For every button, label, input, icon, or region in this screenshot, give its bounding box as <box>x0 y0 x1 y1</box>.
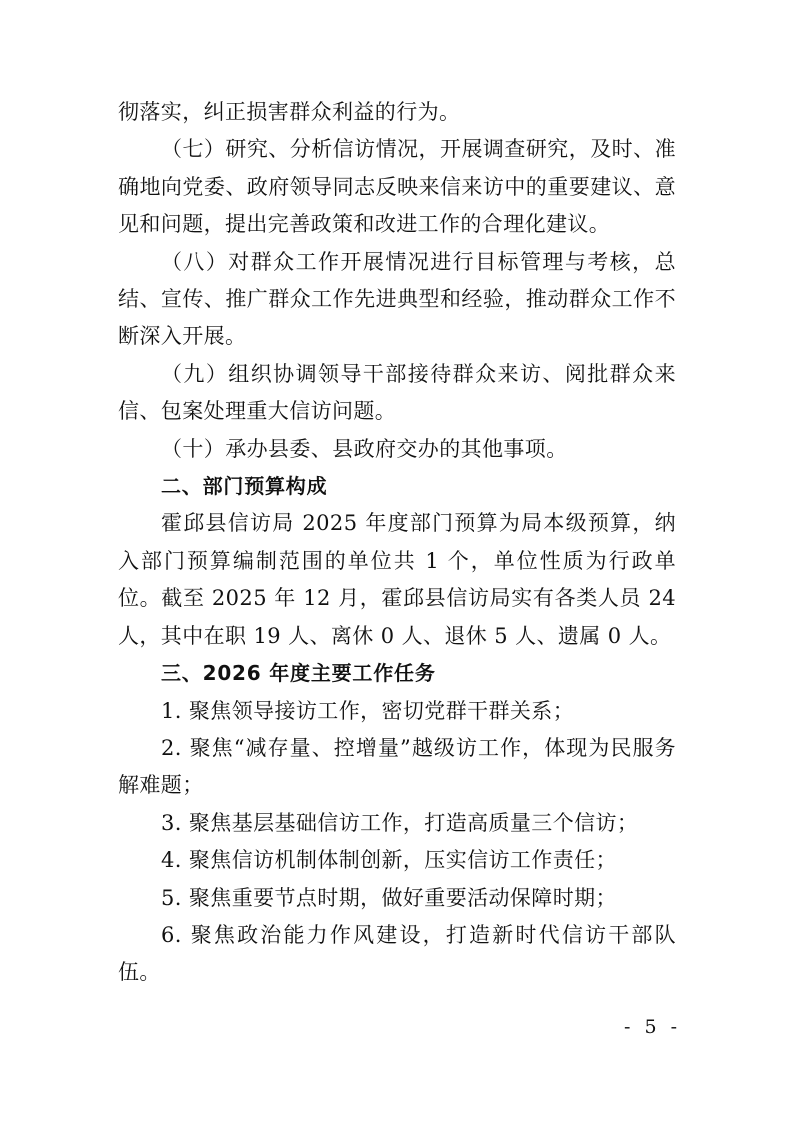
task-item-3: 3. 聚焦基层基础信访工作，打造高质量三个信访； <box>161 810 639 835</box>
section-heading-budget-structure: 二、部门预算构成 <box>161 474 328 499</box>
task-item-1: 1. 聚焦领导接访工作，密切党群干群关系； <box>161 698 575 723</box>
paragraph-item-7: （七）研究、分析信访情况，开展调查研究，及时、准确地向党委、政府领导同志反映来信来访中的重要建议、意见和问题，提出完善政策和改进工作的合理化建议。 <box>118 137 676 237</box>
task-item-5: 5. 聚焦重要节点时期，做好重要活动保障时期； <box>161 885 617 910</box>
paragraph-item-8: （八）对群众工作开展情况进行目标管理与考核，总结、宣传、推广群众工作先进典型和经验，推动群众工作不断深入开展。 <box>118 249 676 349</box>
page-content <box>118 94 676 992</box>
task-item-2: 2. 聚焦“减存量、控增量”越级访工作，体现为民服务解难题； <box>118 735 676 798</box>
page-number: - 5 - <box>623 1016 681 1038</box>
task-item-6: 6. 聚焦政治能力作风建设，打造新时代信访干部队伍。 <box>118 922 676 985</box>
paragraph-item-10: （十）承办县委、县政府交办的其他事项。 <box>161 436 568 461</box>
paragraph-continuation: 彻落实，纠正损害群众利益的行为。 <box>118 100 461 124</box>
paragraph-budget-structure: 霍邱县信访局 2025 年度部门预算为局本级预算，纳入部门预算编制范围的单位共 1 个，单位性质为行政单位。截至 2025 年 12 月，霍邱县信访局实有各类人员 24 人，其中在职 19 人、离休 0 人、退休 5 人、遗属 0 人。 <box>118 511 676 648</box>
task-item-4: 4. 聚焦信访机制体制创新，压实信访工作责任； <box>161 848 617 873</box>
section-heading-main-tasks: 三、2026 年度主要工作任务 <box>161 661 436 686</box>
paragraph-item-9: （九）组织协调领导干部接待群众来访、阅批群众来信、包案处理重大信访问题。 <box>118 361 676 424</box>
